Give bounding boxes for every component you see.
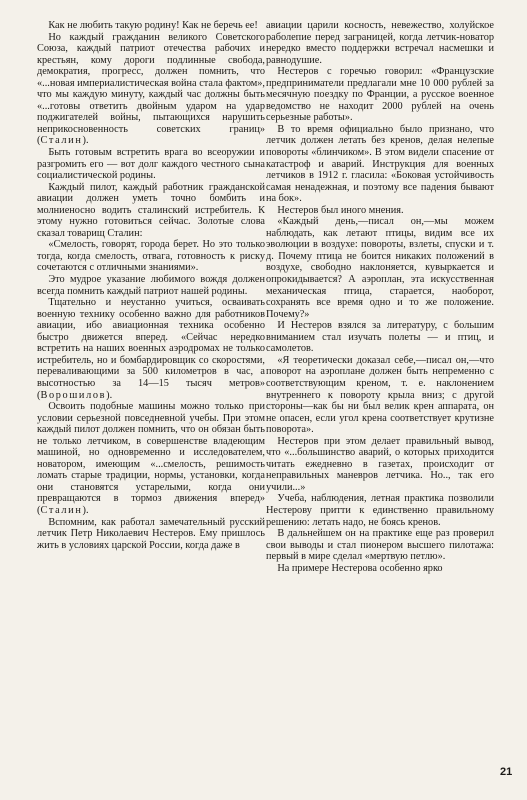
paragraph-continued: авиации царили косность, невежество, холуйское раболепие перед заграницей, когда летчик-новатор нередко вместо поддержки встречал насмешки и равнодушие. bbox=[266, 20, 494, 66]
right-column bbox=[266, 20, 494, 574]
paragraph: Быть готовым встретить врага во всеоружии и разгромить его — вот долг каждого честного сына социалистической родины. bbox=[37, 147, 265, 182]
paragraph: В то время официально было признано, что летчик должен летать без кренов, делая нелепые повороты «блинчиком». В этом видели спасение от катастроф и аварий. Инструкция для военных летчиков в 1912 г. гласила: «Боковая устойчивость самая ненадежная, и поэтому все падения бывают на бок». bbox=[266, 123, 494, 205]
text-run: ). bbox=[106, 389, 113, 401]
text-run: ). bbox=[82, 504, 89, 516]
quote-paragraph: «Смелость, говорят, города берет. Но это только тогда, когда смелость, отвага, готовность к риску сочетаются с отличными знаниями». bbox=[37, 239, 265, 274]
paragraph: На примере Нестерова особенно ярко bbox=[277, 562, 443, 574]
paragraph: Вспомним, как работал замечательный русский летчик Петр Николаевич Нестеров. Ему пришлось жить в условиях царской России, когда даже в bbox=[37, 516, 265, 551]
paragraph: И Нестеров взялся за литературу, с большим вниманием стал изучать полеты — и птиц, и самолетов. bbox=[266, 320, 494, 355]
paragraph bbox=[37, 297, 265, 401]
text-run: Тщательно и неустанно учиться, осваивать военную технику особенно важно для работников авиации, ибо авиационная техника особенно быстро движется вперед. «Сейчас нередко встретить на наших военных аэродромах не только истребитель, но и бомбардировщик со скоростями, переваливающими за 500 километров в час, а высотностью за 14—15 тысяч метров» ( bbox=[37, 297, 265, 401]
quote-author: Сталин bbox=[40, 504, 83, 516]
paragraph: Каждый пилот, каждый работник гражданской авиации должен уметь точно бомбить и молниеносно водить сталинский истребитель. К этому нужно готовиться сейчас. Золотые слова сказал товарищ Сталин: bbox=[37, 181, 265, 239]
paragraph bbox=[37, 401, 265, 516]
paragraph: Как не любить такую родину! Как не беречь ее! bbox=[48, 20, 258, 31]
paragraph: Нестеров с горечью говорил: «Французские предприниматели предлагали мне 10 000 рублей за месячную поездку по Франции, а русское военное ведомство не находит 2000 рублей на очень серьезные работы». bbox=[266, 66, 494, 124]
text-run: ). bbox=[82, 135, 89, 147]
quote-author: Ворошилов bbox=[40, 389, 107, 401]
text-run: Но каждый гражданин великого Советского Союза, каждый патриот отечества рабочих и крестьян, кому дороги подлинные свобода, демократия, прогресс, должен помнить, что «...новая империалистическая война стала фактом», что мы каждую минуту, каждый час должны быть «...готовы ответить двойным ударом на удар поджигателей войны, пытающихся нарушить неприкосновенность советских границ» ( bbox=[37, 31, 266, 147]
paragraph: Нестеров был иного мнения. bbox=[277, 204, 404, 216]
paragraph: В дальнейшем он на практике еще раз проверил свои выводы и стал пионером высшего пилотажа: первый в мире сделал «мертвую петлю». bbox=[266, 528, 494, 563]
quote-paragraph: «Я теоретически доказал себе,—писал он,—что поворот на аэроплане должен быть непременно с соответствующим креном, т. е. наклонением внутреннего к повороту крыла вниз; с другой стороны—как бы ни был велик крен аппарата, он не опасен, если угол крена соответствует крутизне поворота». bbox=[266, 354, 494, 436]
paragraph bbox=[37, 32, 265, 147]
left-column bbox=[37, 20, 265, 551]
page-number: 21 bbox=[500, 766, 513, 778]
paragraph: Нестеров при этом делает правильный вывод, что «...большинство аварий, о которых приходится читать ежедневно в газетах, происходит от неправильных маневров летчика. Но.., так его учили...» bbox=[266, 435, 494, 493]
paragraph: Это мудрое указание любимого вождя должен всегда помнить каждый патриот нашей родины. bbox=[37, 274, 265, 297]
quote-paragraph: «Каждый день,—писал он,—мы можем наблюдать, как летают птицы, видим все их эволюции в воздухе: повороты, взлеты, спуски и т. д. Почему птица не боится никаких положений в воздухе, свободно наклоняется, кувыркается и опрокидывается? А аэроплан, эта искусственная механическая птица, старается, наоборот, сохранять все время одно и то же положение. Почему?» bbox=[266, 216, 494, 320]
text-run: Освоить подобные машины можно только при условии серьезной повседневной учебы. При этом каждый пилот должен помнить, что он обязан быть не только летчиком, в совершенстве владеющим машиной, но одновременно и исследователем, новатором, имеющим «...смелость, решимость ломать старые традиции, нормы, установки, когда они становятся устарелыми, когда они превращаются в тормоз движения вперед» ( bbox=[37, 401, 265, 516]
quote-author: Сталин bbox=[40, 135, 83, 147]
paragraph: Учеба, наблюдения, летная практика позволили Нестерову притти к единственно правильному решению: летать надо, не боясь кренов. bbox=[266, 493, 494, 528]
